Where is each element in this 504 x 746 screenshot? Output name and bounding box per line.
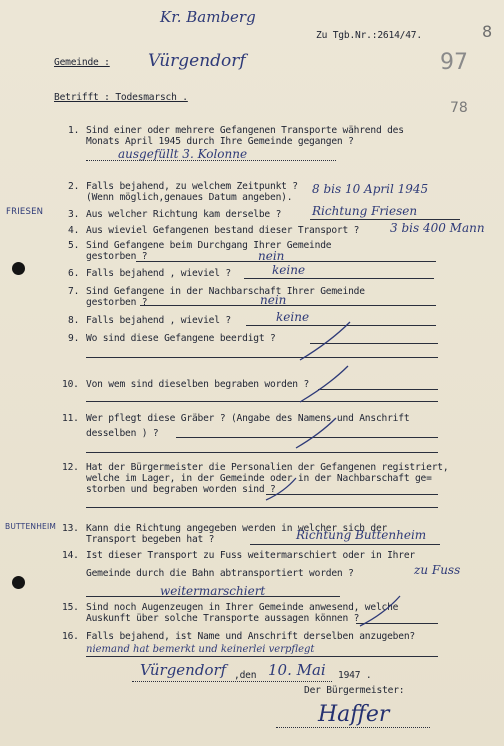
question-text: Hat der Bürgermeister die Personalien der Gefangenen registriert, (86, 462, 449, 473)
question-text: Gemeinde durch die Bahn abtransportiert worden ? (86, 568, 354, 579)
question-number: 12. (62, 462, 79, 473)
answer-handwritten: 3 bis 400 Mann (390, 221, 485, 235)
gemeinde-value: Vürgendorf (148, 51, 246, 71)
question-number: 7. (68, 286, 80, 297)
question-text: Falls bejahend , wieviel ? (86, 268, 231, 279)
question-text: Monats April 1945 durch Ihre Gemeinde gegangen ? (86, 136, 354, 147)
question-number: 5. (68, 240, 80, 251)
question-number: 9. (68, 333, 80, 344)
footer-place: Vürgendorf (140, 661, 227, 679)
question-text: Sind Gefangene in der Nachbarschaft Ihrer Gemeinde (86, 286, 365, 297)
gemeinde-label: Gemeinde : (54, 57, 110, 68)
question-text: Aus welcher Richtung kam derselbe ? (86, 209, 282, 220)
question-number: 13. (62, 523, 79, 534)
margin-note-friesen: FRIESEN (6, 207, 44, 217)
question-text: Falls bejahend , wieviel ? (86, 315, 231, 326)
question-number: 8. (68, 315, 80, 326)
stamp-number-78: 78 (450, 100, 468, 116)
footer-date: 10. Mai (268, 661, 326, 679)
strike-mark-q11 (296, 418, 336, 448)
reference-number: Zu Tgb.Nr.:2614/47. (316, 30, 422, 41)
question-text: (Wenn möglich,genaues Datum angeben). (86, 192, 293, 203)
strike-mark-q12 (266, 478, 296, 500)
strike-mark-q10 (300, 366, 348, 402)
question-text: Ist dieser Transport zu Fuss weitermarschiert oder in Ihrer (86, 550, 415, 561)
question-text: Von wem sind dieselben begraben worden ? (86, 379, 310, 390)
district-handwritten: Kr. Bamberg (160, 8, 256, 26)
footer-year: 1947 . (338, 670, 372, 681)
question-number: 4. (68, 225, 80, 236)
answer-handwritten: nein (260, 293, 287, 307)
answer-handwritten: keine (272, 263, 306, 277)
question-text: Auskunft über solche Transporte aussagen können ? (86, 613, 360, 624)
answer-handwritten: 8 bis 10 April 1945 (312, 182, 429, 196)
question-text: Sind Gefangene beim Durchgang Ihrer Gemeinde (86, 240, 332, 251)
question-text: Wer pflegt diese Gräber ? (Angabe des Namens und Anschrift (86, 413, 410, 424)
question-text: gestorben ? (86, 297, 148, 308)
question-text: welche im Lager, in der Gemeinde oder in der Nachbarschaft ge= (86, 473, 432, 484)
betrifft-label: Betrifft : Todesmarsch . (54, 92, 188, 103)
question-text: Falls bejahend, zu welchem Zeitpunkt ? (86, 181, 298, 192)
strike-mark-q9 (300, 322, 350, 360)
answer-handwritten: niemand hat bemerkt und keinerlei verpflegt (86, 644, 315, 655)
question-text: Transport begeben hat ? (86, 534, 215, 545)
answer-handwritten: nein (258, 249, 285, 263)
question-text: Sind noch Augenzeugen in Ihrer Gemeinde anwesend, welche (86, 602, 399, 613)
question-number: 14. (62, 550, 79, 561)
question-number: 10. (62, 379, 79, 390)
answer-handwritten: Richtung Friesen (312, 204, 418, 218)
question-text: gestorben ? (86, 251, 148, 262)
answer-handwritten: zu Fuss (414, 563, 461, 577)
stamp-number-97: 97 (440, 50, 468, 75)
question-number: 15. (62, 602, 79, 613)
margin-note-buttenheim: BUTTENHEIM (5, 522, 57, 531)
question-text: storben und begraben worden sind ? (86, 484, 276, 495)
question-text: Wo sind diese Gefangene beerdigt ? (86, 333, 276, 344)
question-number: 2. (68, 181, 80, 192)
question-number: 3. (68, 209, 80, 220)
answer-handwritten: ausgefüllt 3. Kolonne (118, 147, 248, 161)
question-text: Falls bejahend, ist Name und Anschrift derselben anzugeben? (86, 631, 415, 642)
answer-handwritten: keine (276, 310, 310, 324)
corner-number: 8 (482, 22, 493, 41)
mayor-label: Der Bürgermeister: (304, 685, 405, 696)
strike-mark-q15 (360, 596, 400, 626)
question-number: 16. (62, 631, 79, 642)
question-number: 1. (68, 125, 80, 136)
answer-handwritten: Richtung Buttenheim (296, 528, 427, 542)
question-number: 11. (62, 413, 79, 424)
question-text: Kann die Richtung angegeben werden in welcher sich der (86, 523, 388, 534)
answer-handwritten: weitermarschiert (160, 584, 266, 598)
question-text: desselben ) ? (86, 428, 159, 439)
footer-den-label: ,den (234, 670, 257, 681)
mayor-signature: Haffer (318, 702, 390, 727)
question-text: Aus wieviel Gefangenen bestand dieser Transport ? (86, 225, 360, 236)
question-number: 6. (68, 268, 80, 279)
question-text: Sind einer oder mehrere Gefangenen Transporte während des (86, 125, 404, 136)
